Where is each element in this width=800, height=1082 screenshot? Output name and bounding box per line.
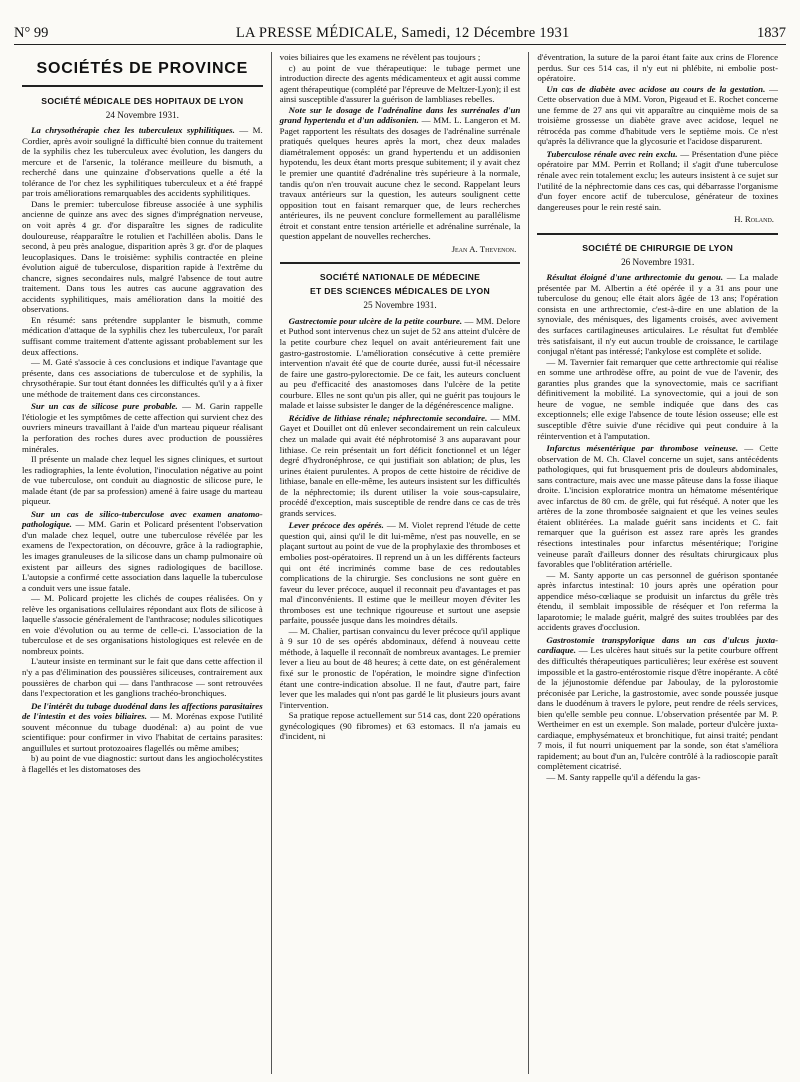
society-date: 26 Novembre 1931. xyxy=(621,256,695,267)
article-silicose xyxy=(22,401,263,506)
article-text: — M. Santy rappelle qu'il a défendu la gas- xyxy=(546,772,701,782)
article-heading: De l'intérêt du tubage duodénal dans les affections parasitaires de l'intestin et des voies biliaires. xyxy=(22,700,263,722)
article-text: b) au point de vue diagnostic: surtout dans les angiocholécystites à flagellés et les distomatoses des xyxy=(22,753,263,774)
article-lever-precoce xyxy=(280,520,521,741)
journal-title-date: LA PRESSE MÉDICALE, Samedi, 12 Décembre 1931 xyxy=(235,24,570,41)
article-text: — MM. Garin et Policard présentent l'observation d'un malade chez lequel, outre une tuberculose révélée par les examens de l'expectoration, on découvre, grâce à la radiographie, les images granuleuses de la silicose dans un champ pulmonaire où existent par ailleurs des signes radiologiques de bacillose. L'autopsie a confirmé cette association dans laquelle la tuberculose a conduit vers une issue fatale. xyxy=(22,519,263,593)
society-title: SOCIÉTÉ MÉDICALE DES HOPITAUX DE LYON xyxy=(41,95,244,106)
article-text: En résumé: sans prétendre supplanter le bismuth, comme médication d'attaque de la syphilis chez les tuberculeux, l'or paraît suffisant comme traitement d'attente agissant probablement sur les deux affections. xyxy=(22,314,263,357)
article-adrenaline xyxy=(280,105,521,242)
article-text: L'auteur insiste en terminant sur le fait que dans cette affection il n'y a pas d'élimination des poussières siliceuses, contrairement aux poussières de charbon qui — dans l'anthracose — sont retrouvées dans l'expectoration et les ganglions trachéo-bronchiques. xyxy=(22,656,263,699)
article-text: d'éventration, la suture de la paroi étant faite aux crins de Florence perdus. Sur ces 514 cas, il n'y eut ni phlébite, ni embolie post-opératoire. xyxy=(537,52,779,84)
article-tubage xyxy=(22,701,263,775)
article-text: — M. Violet reprend l'étude de cette question qui, ainsi qu'il le dit lui-même, n'est pas nouvelle, en se plaçant surtout au point de vue de la prophylaxie des thromboses et embolies post-opératoires. Il reprend un à un les différents facteurs qui ont été incriminés comme base de ces redoutables complications de la chirurgie. Ses conclusions ne sont guère en faveur du lever précoce, auquel il reconnait peu d'avantages et pas mal d'inconvénients. Il estime que le meilleur moyen d'éviter les thromboses est une technique rigoureuse et surtout une asepsie parfaite, poussée jusque dans les moindres détails. xyxy=(279,520,521,626)
page-number: 1837 xyxy=(757,24,786,41)
article-heading: Récidive de lithiase rénale; néphrectomie secondaire. xyxy=(288,412,488,423)
society-date: 25 Novembre 1931. xyxy=(363,300,437,311)
article-text: — MM. L. Langeron et M. Paget rapportent les résultats des dosages de l'adrénaline surrénale pratiqués quelques heures après la mort, chez deux malades diamétralement opposés: un grand hypertendu et un addisonien hypotendu, les deux étant morts presque subitement; il y avait chez le premier une quantité d'adrénaline très supérieure à la normale, tandis qu'on n'en trouvait aucune chez le second. Rappelant leurs travaux antérieurs sur la question, les auteurs soulignent cette opposition tout en faisant remarquer que, de leurs recherches antérieures, ils ne peuvent conclure formellement au parallélisme étroit et constant entre tension artérielle et adrénaline surrénale, la question appelant de nouvelles recherches. xyxy=(279,115,521,242)
article-infarctus xyxy=(537,443,778,633)
society-title: SOCIÉTÉ DE CHIRURGIE DE LYON xyxy=(582,242,734,253)
article-heading: La chrysothérapie chez les tuberculeux syphilitiques. xyxy=(31,125,235,136)
article-text: — MM. Delore et Puthod sont intervenus chez un sujet de 52 ans atteint d'ulcère de la petite courbure chez lequel on avait antérieurement fait une gastro-gastrostomie. L'amélioration consécutive à cette première intervention n'avait été que de courte durée, aussi fut-il nécessaire de faire une gastro-pylorectomie. De ce fait, les auteurs concluent au peu d'efficacité des anastomoses dans l'ulcère de la petite courbure. Elles ne sont qu'un pis aller, qui ne guérit pas toujours le malade et laisse subsister le danger de la dégénérescence maligne. xyxy=(279,315,521,411)
article-heading: Résultat éloigné d'une arthrectomie du genou. xyxy=(546,272,724,283)
article-heading: Sur un cas de silicose pure probable. xyxy=(31,401,178,412)
article-text: — M. Tavernier fait remarquer que cette arthrectomie qui réalise en somme une arthrodèse offre, au point de vue de l'avenir, des garanties plus grandes que la synovectomie, mais ce sacrifiant définitivement la mobilité. La synovectomie, qui a joui de son heure de vogue, ne semble indiquée que dans des cas exceptionnels; elle exige l'absence de toute lésion osseuse; elle est susceptible d'être suivie d'une récidive qui peut conduire à la réintervention et à l'amputation. xyxy=(537,356,779,441)
article-heading: Lever précoce des opérés. xyxy=(288,520,384,531)
column-2 xyxy=(271,52,529,1074)
article-text: — M. Policard projette les clichés de coupes réalisées. On y relève les organisations cellulaires répondant aux flots de silicose à laquelle s'associe généralement de l'anthracose; nodules silicotiques en voie d'évolution ou au terme de celle-ci. L'association de la tuberculose et de ses organisations histologiques est relevée en de nombreux points. xyxy=(22,593,263,656)
article-text: — MM. Gayet et Douillet ont dû enlever secondairement un rein calculeux chez un malade qui avait été néphrotomisé 3 ans auparavant pour lithiase. Ce rein présentait un fort déficit fonctionnel et un léger degré d'hydronéphrose, ce qui justifiait son ablation; de plus, les urines étaient purulentes. A propos de cette histoire de récidive de lithiase, banale en elle-même, les auteurs insistent sur les difficultés de la néphrectomie; ils durent utiliser la voie sous-capsulaire, procédé d'exception, mais susceptible de rendre dans ce cas de très grands services. xyxy=(279,412,521,518)
column-1 xyxy=(14,52,271,1074)
three-columns xyxy=(14,52,786,1074)
article-heading: Infarctus mésentérique par thrombose veineuse. xyxy=(546,443,739,454)
article-gastrostomie xyxy=(537,635,778,783)
society-title-line2: ET DES SCIENCES MÉDICALES DE LYON xyxy=(309,286,491,297)
article-text: c) au point de vue thérapeutique: le tubage permet une introduction directe des agents médicamenteux et agit aussi comme agent thérapeutique (complété par l'épreuve de Meltzer-Lyon); il est ainsi susceptible d'assurer la guérison de lambliases rebelles. xyxy=(279,62,521,105)
article-text: — M. Santy apporte un cas personnel de guérison spontanée après infarctus intestinal: 10 jours après une opération pour appendice méso-cœliaque se produisit un infarctus du grêle très étendu, il semblait impossible de réséquer et l'on referma la laparotomie; le malade guérit, malgré des suites troublées par des accidents graves d'occlusion. xyxy=(537,569,779,633)
article-text: — M. Cordier, après avoir souligné la difficulté bien connue du traitement de la syphilis chez les tuberculeux avec évolution, les dangers du mercure et de l'arsenic, la tolérance meilleure du bismuth, a recherché dans une quinzaine d'observations quelle a été la tolérance de l'or chez les syphilitiques tuberculeux et a été frappé par trois améliorations remarquables des accidents syphilitiques. xyxy=(22,125,263,199)
page-header xyxy=(14,22,786,45)
article-text: — M. Morénas expose l'utilité souvent méconnue du tubage duodénal: a) au point de vue scientifique: pour confirmer in vivo l'habitat de certains parasites: anguillules et surtout protozoaires flagellés ou même amibes; xyxy=(22,711,263,753)
author-signature: H. Roland. xyxy=(734,214,775,225)
section-divider xyxy=(280,262,521,264)
section-banner: SOCIÉTÉS DE PROVINCE xyxy=(22,52,263,87)
section-divider xyxy=(537,233,778,235)
article-lithiase xyxy=(280,413,521,518)
article-text: Dans le premier: tuberculose fibreuse associée à une syphilis ancienne de quinze ans avec des signes d'imprégnation nerveuse, on voit après 4 gr. d'or disparaître les signes de radiculite douloureuse, réapparaître le rotulien et l'achilléen abolis. Dans le second, à peu près analogue, disparition après 3 gr. d'or de plaques leucoplasiques. Dans le troisième: syphilis contractée en pleine évolution aiguë de tuberculose, disparition rapide à l'extrême du chancre, signes secondaires nuls, malgré l'absence de tout autre traitement. Dans tous les autres cas aucune aggravation des accidents syphilitiques, mais amélioration dans la moitié des observations. xyxy=(22,198,263,315)
article-heading: Gastrostomie transpylorique dans un cas d'ulcus juxta-cardiaque. xyxy=(537,634,779,656)
article-heading: Sur un cas de silico-tuberculose avec examen anatomo-pathologique. xyxy=(22,508,263,530)
article-text: — M. Chalier, partisan convaincu du lever précoce qu'il applique à 9 sur 10 de ses opérés abdominaux, défend à nouveau cette méthode, à laquelle il reconnaît de nombreux avantages. Le premier lever a lieu au bout de 48 heures; à cette date, on est généralement fixé sur le pronostic de l'opération, le moindre signe d'infection étant une contre-indication absolue. Il ne faut, d'autre part, faire lever que les malades qui n'ont pas gardé le lit plusieurs jours avant l'intervention. xyxy=(279,625,521,710)
article-silico-tuberculose xyxy=(22,509,263,699)
society-date: 24 Novembre 1931. xyxy=(105,109,179,120)
article-text: Il présente un malade chez lequel les signes cliniques, et surtout les radiographies, la lente évolution, l'inoculation négative au point de vue tuberculose, ont conduit au diagnostic de silicose pure, le malade étant (de par sa profession) amené à faire usage du marteau piqueur. xyxy=(22,454,263,507)
author-signature: Jean A. Thevenon. xyxy=(451,243,517,254)
article-tuberculose-renale xyxy=(537,149,778,212)
article-text: voies biliaires que les examens ne révèlent pas toujours ; xyxy=(279,52,481,62)
article-chrysotherapie xyxy=(22,125,263,399)
article-text: — La malade présentée par M. Albertin a été opérée il y a 31 ans pour une tuberculose du genou; elle était alors âgée de 13 ans; l'opération consista en une arthrectomie, c'est-à-dire en une ablation de la synoviale, des ménisques, des ligaments croisés, avec avivement des surfaces cartilagineuses articulaires. Le résultat fut d'emblée très satisfaisant, il n'y eut aucun trouble de croissance, le cartilage conjugal n'étant pas intéressé; l'ankylose est complète et solide. xyxy=(537,272,779,357)
article-text: — Cette observation due à MM. Voron, Pigeaud et E. Rochet concerne une femme de 27 ans qui vit apparaître au cinquième mois de sa troisième grossesse un diabète grave avec acidose, lequel ne rétrocéda pas comme d'habitude vers le septième mois. Ce n'est qu'après la délivrance que la glycosurie et l'acidose disparurent. xyxy=(537,83,779,147)
article-arthrectomie xyxy=(537,272,778,441)
issue-number: N° 99 xyxy=(14,24,49,41)
article-text: — Présentation d'une pièce opératoire par MM. Perrin et Rolland; il s'agit d'une tuberculose rénale avec rein totalement exclu; les auteurs insistent à ce sujet sur l'utilité de la néphrectomie dans ces cas, qui débarrasse l'organisme d'un foyer encore actif de tuberculose, générateur de toxines dangereuses pour le rein resté sain. xyxy=(537,148,779,212)
article-heading: Un cas de diabète avec acidose au cours de la gestation. xyxy=(546,83,766,94)
article-text: — M. Garin rappelle l'étiologie et les symptômes de cette affection qui survient chez des ouvriers mineurs travaillant à l'aide d'un marteau piqueur réalisant la perforation des roches dures avec production de poussières minérales. xyxy=(22,401,263,454)
article-heading: Gastrectomie pour ulcère de la petite courbure. xyxy=(288,315,463,326)
article-text: — M. Gaté s'associe à ces conclusions et indique l'avantage que présente, dans ces associations de tuberculose et de syphilis, la chrysothérapie. Sur tout étant données les difficultés qu'il y a à fixer une méthode de traitement dans ces circonstances. xyxy=(22,357,263,399)
article-gastrectomie xyxy=(280,316,521,411)
society-title: SOCIÉTÉ NATIONALE DE MÉDECINE xyxy=(319,272,481,283)
article-diabete xyxy=(537,84,778,147)
article-text: Sa pratique repose actuellement sur 514 cas, dont 220 opérations gynécologiques (90 fibromes) et 63 estomacs. Il n'a jamais eu d'incident, ni xyxy=(279,710,521,742)
article-text: — Cette observation de M. Ch. Clavel concerne un sujet, sans antécédents pathologiques, qui fut brusquement pris de douleurs abdominales, sans contracture, mais avec une masse pâteuse dans la fosse iliaque droite. L'incision exploratrice montra un hématome mésentérique avec infarctus de 80 cm. de grêle, qui fut réséqué. A noter que les artères de la zone thrombosée saignaient et que les veines seules étaient oblitérées. La malade guérit sans incidents et C. fait remarquer que la guérison est assez rare après les grandes résections intestinales pour infarctus mésentérique; l'origine veineuse paraît d'ailleurs donner des résultats chirurgicaux plus favorables que l'oblitération artérielle. xyxy=(537,443,779,570)
article-text: — Les ulcères haut situés sur la petite courbure offrent des difficultés thérapeutiques particulières; leur exérèse est souvent impossible et la gastro-entérostomie risque d'être inopérante. A côté de la jéjunostomie défendue par Jaboulay, de la pylorostomie préconisée par Leriche, la gastrostomie, avec sonde poussée jusque dans le duodénum à travers le pylore, peut rendre de réels services, bien qu'elle semble peu connue. L'observation présentée par M. P. Wertheimer en est un exemple. Son malade, porteur d'ulcère juxta-cardiaque, emphysémateux et bronchitique, fut ainsi traité; pendant 7 mois, il fut nourri uniquement par la sonde, son état s'améliora rapidement; au bout d'un an, l'ulcère contrôlé à la radioscopie paraît complètement cicatrisé. xyxy=(537,645,779,772)
article-heading: Note sur le dosage de l'adrénaline dans les surrénales d'un grand hypertendu et d'un addisonien. xyxy=(279,104,521,126)
article-heading: Tuberculose rénale avec rein exclu. xyxy=(546,148,678,159)
column-3 xyxy=(528,52,786,1074)
